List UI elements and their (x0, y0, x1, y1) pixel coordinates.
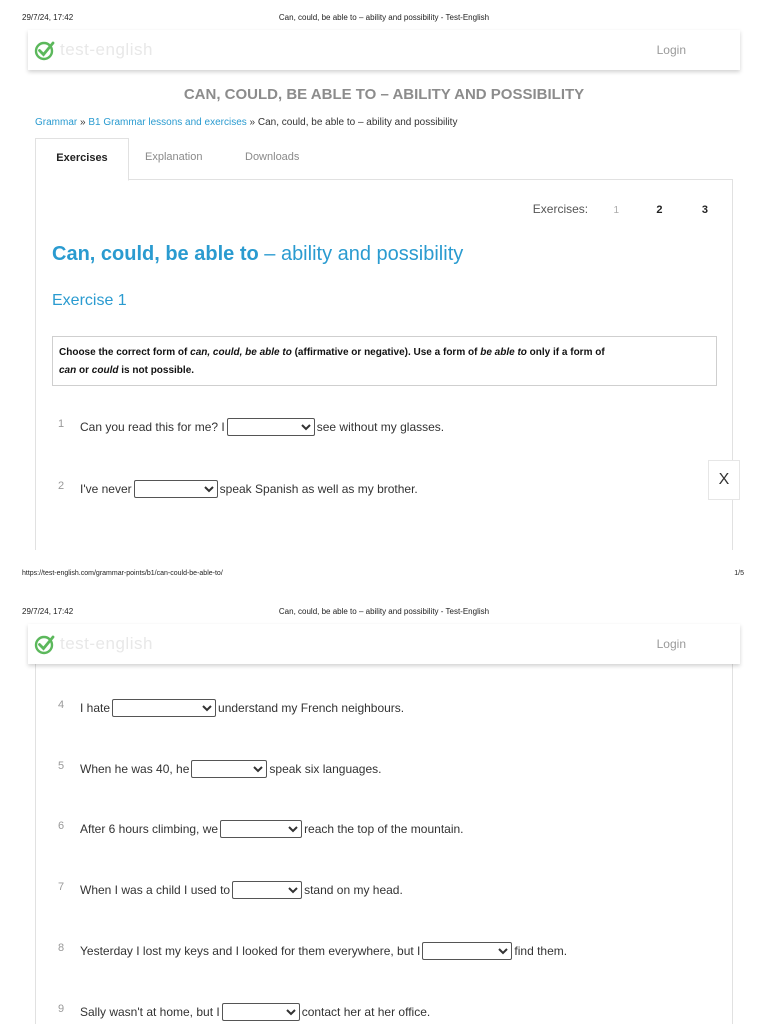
question-item (58, 418, 444, 436)
site-header (28, 30, 740, 70)
question-number: 1 (58, 418, 65, 430)
instruction-text: Choose the correct form of (59, 347, 191, 358)
instruction-italic: could (91, 365, 119, 376)
answer-select[interactable] (191, 760, 267, 778)
tab-downloads[interactable]: Downloads (245, 151, 300, 163)
answer-select[interactable] (220, 820, 302, 838)
question-number: 5 (58, 760, 65, 772)
checkmark-logo-icon[interactable] (34, 39, 56, 61)
instruction-text: only if a form of (526, 347, 605, 358)
question-item (58, 820, 464, 838)
answer-select[interactable] (227, 418, 315, 436)
tab-explanation[interactable]: Explanation (145, 151, 203, 163)
login-link[interactable]: Login (656, 43, 686, 57)
instruction-text: (affirmative or negative). Use a form of (291, 347, 481, 358)
question-number: 4 (58, 699, 65, 711)
instruction-italic: can, could, be able to (190, 347, 292, 358)
breadcrumb-separator: » (80, 117, 86, 128)
question-item (58, 1003, 430, 1021)
answer-select[interactable] (222, 1003, 300, 1021)
exercise-link-3[interactable]: 3 (701, 204, 708, 216)
breadcrumb-current: Can, could, be able to – ability and possibility (257, 117, 458, 128)
logo-text[interactable]: test-english (60, 40, 153, 59)
print-date: 29/7/24, 17:42 (22, 13, 74, 22)
close-button[interactable]: X (708, 460, 740, 500)
login-link[interactable]: Login (656, 637, 686, 651)
answer-select[interactable] (232, 881, 302, 899)
question-text-before: When I was a child I used to (80, 883, 231, 897)
page-title: CAN, COULD, BE ABLE TO – ABILITY AND POSSIBILITY (183, 86, 585, 103)
question-item (58, 760, 381, 778)
question-item (58, 881, 403, 899)
question-number: 8 (58, 942, 65, 954)
question-text-after: stand on my head. (304, 883, 403, 897)
instruction-text: is not possible. (118, 365, 195, 376)
question-text-before: After 6 hours climbing, we (80, 822, 219, 836)
exercise-title: Exercise 1 (52, 292, 127, 309)
question-number: 7 (58, 881, 65, 893)
exercise-panel (35, 664, 733, 1024)
site-header (28, 624, 740, 664)
instruction-text: or (76, 365, 92, 376)
print-url: https://test-english.com/grammar-points/b1/can-could-be-able-to/ (22, 570, 223, 577)
breadcrumb-b1[interactable]: B1 Grammar lessons and exercises (88, 117, 247, 128)
answer-select[interactable] (134, 480, 218, 498)
question-text-before: I've never (80, 482, 132, 496)
question-number: 2 (58, 480, 65, 492)
question-text-before: Can you read this for me? I (80, 420, 225, 434)
question-text-after: reach the top of the mountain. (304, 822, 464, 836)
answer-select[interactable] (112, 699, 216, 717)
question-text-before: When he was 40, he (80, 762, 190, 776)
print-date: 29/7/24, 17:42 (22, 607, 74, 616)
breadcrumb-grammar[interactable]: Grammar (35, 117, 78, 128)
print-page-number: 1/5 (734, 570, 744, 577)
question-number: 9 (58, 1003, 65, 1015)
exercises-nav-label: Exercises: (532, 202, 589, 216)
main-heading-rest: – ability and possibility (258, 243, 464, 265)
question-text-after: speak six languages. (269, 762, 382, 776)
instruction-italic: be able to (480, 347, 527, 358)
tab-bar (35, 138, 733, 180)
breadcrumb-separator: » (249, 117, 256, 128)
print-doc-title: Can, could, be able to – ability and possibility - Test-English (278, 607, 490, 616)
question-text-after: speak Spanish as well as my brother. (219, 482, 418, 496)
main-heading-strong: Can, could, be able to (52, 243, 259, 265)
question-item (58, 480, 418, 498)
question-text-after: understand my French neighbours. (218, 701, 405, 715)
question-text-before: Yesterday I lost my keys and I looked for them everywhere, but I (80, 944, 421, 958)
checkmark-logo-icon[interactable] (34, 633, 56, 655)
breadcrumb (35, 117, 457, 128)
print-doc-title: Can, could, be able to – ability and possibility - Test-English (278, 13, 490, 22)
exercises-nav (533, 202, 708, 216)
question-text-before: I hate (80, 701, 111, 715)
exercise-link-2[interactable]: 2 (656, 204, 663, 216)
logo-text[interactable]: test-english (60, 634, 153, 653)
tab-exercises[interactable]: Exercises (35, 138, 129, 181)
question-text-after: find them. (514, 944, 568, 958)
instruction-italic: can (59, 365, 77, 376)
main-heading (52, 243, 463, 266)
question-text-after: see without my glasses. (316, 420, 445, 434)
question-item (58, 699, 404, 717)
question-item (58, 942, 567, 960)
answer-select[interactable] (422, 942, 512, 960)
instruction-box (52, 336, 717, 386)
question-text-before: Sally wasn't at home, but I (80, 1005, 220, 1019)
question-text-after: contact her at her office. (301, 1005, 431, 1019)
exercise-link-1[interactable]: 1 (613, 205, 620, 216)
question-number: 6 (58, 820, 65, 832)
